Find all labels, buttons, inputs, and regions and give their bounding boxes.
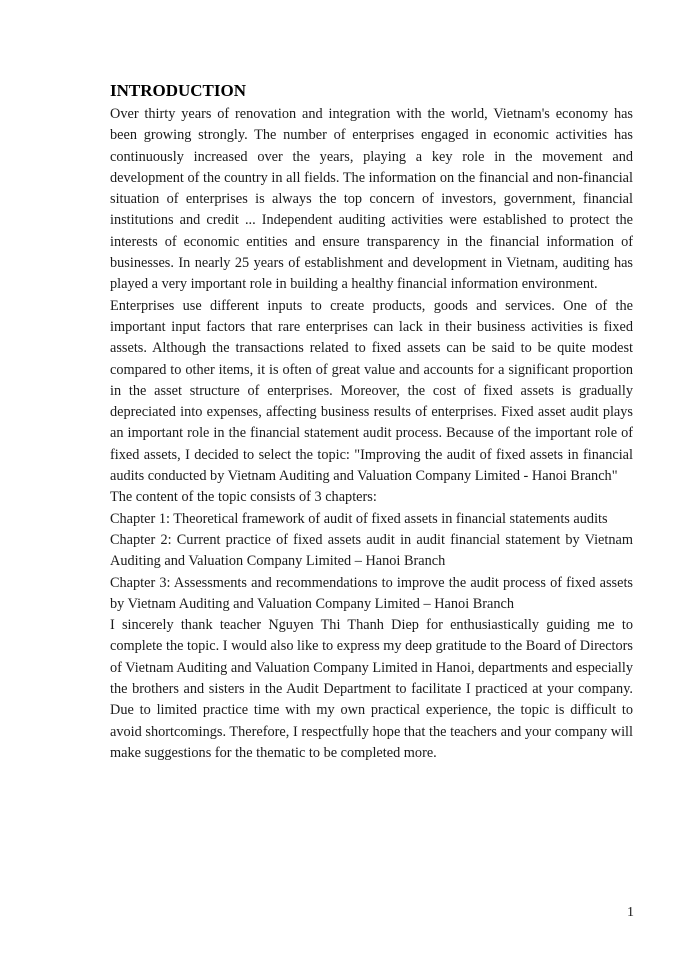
page-number: 1 <box>627 905 634 920</box>
paragraph-chapters-intro: The content of the topic consists of 3 chapters: <box>110 489 377 506</box>
paragraph-fixed-assets-topic: Enterprises use different inputs to create products, goods and services. One of the important input factors that rare enterprises can lack in their business activities is fixed assets. Although the transactions related to fixed assets can be said to be quite modest compared to other items, it is often of great value and accounts for a significant proportion in the asset structure of enterprises. Moreover, the cost of fixed assets is gradually depreciated into expenses, affecting business results of enterprises. Fixed asset audit plays an important role in the financial statement audit process. Because of the important role of fixed assets, I decided to select the topic: "Improving the audit of fixed assets in financial audits conducted by Vietnam Auditing and Valuation Company Limited - Hanoi Branch" <box>110 297 633 485</box>
paragraph-chapter-2: Chapter 2: Current practice of fixed assets audit in audit financial statement by Vietnam Auditing and Valuation Company Limited – Hanoi Branch <box>110 531 633 570</box>
page-title: INTRODUCTION <box>110 81 247 100</box>
paragraph-chapter-3: Chapter 3: Assessments and recommendations to improve the audit process of fixed assets by Vietnam Auditing and Valuation Company Limited – Hanoi Branch <box>110 574 633 612</box>
document-body <box>110 80 633 764</box>
paragraph-economy-overview: Over thirty years of renovation and integration with the world, Vietnam's economy has been growing strongly. The number of enterprises engaged in economic activities has continuously increased over the years, playing a key role in the movement and development of the country in all fields. The information on the financial and non-financial situation of enterprises is always the top concern of investors, government, financial institutions and credit ... Independent auditing activities were established to protect the interests of economic entities and ensure transparency in the financial information of businesses. In nearly 25 years of establishment and development in Vietnam, auditing has played a very important role in building a healthy financial information environment. <box>110 106 633 293</box>
paragraph-acknowledgements: I sincerely thank teacher Nguyen Thi Thanh Diep for enthusiastically guiding me to complete the topic. I would also like to express my deep gratitude to the Board of Directors of Vietnam Auditing and Valuation Company Limited in Hanoi, departments and especially the brothers and sisters in the Audit Department to facilitate I practiced at your company. Due to limited practice time with my own practical experience, the topic is difficult to avoid shortcomings. Therefore, I respectfully hope that the teachers and your company will make suggestions for the thematic to be completed more. <box>110 617 633 761</box>
paragraph-chapter-1: Chapter 1: Theoretical framework of audit of fixed assets in financial statements audits <box>110 510 608 527</box>
